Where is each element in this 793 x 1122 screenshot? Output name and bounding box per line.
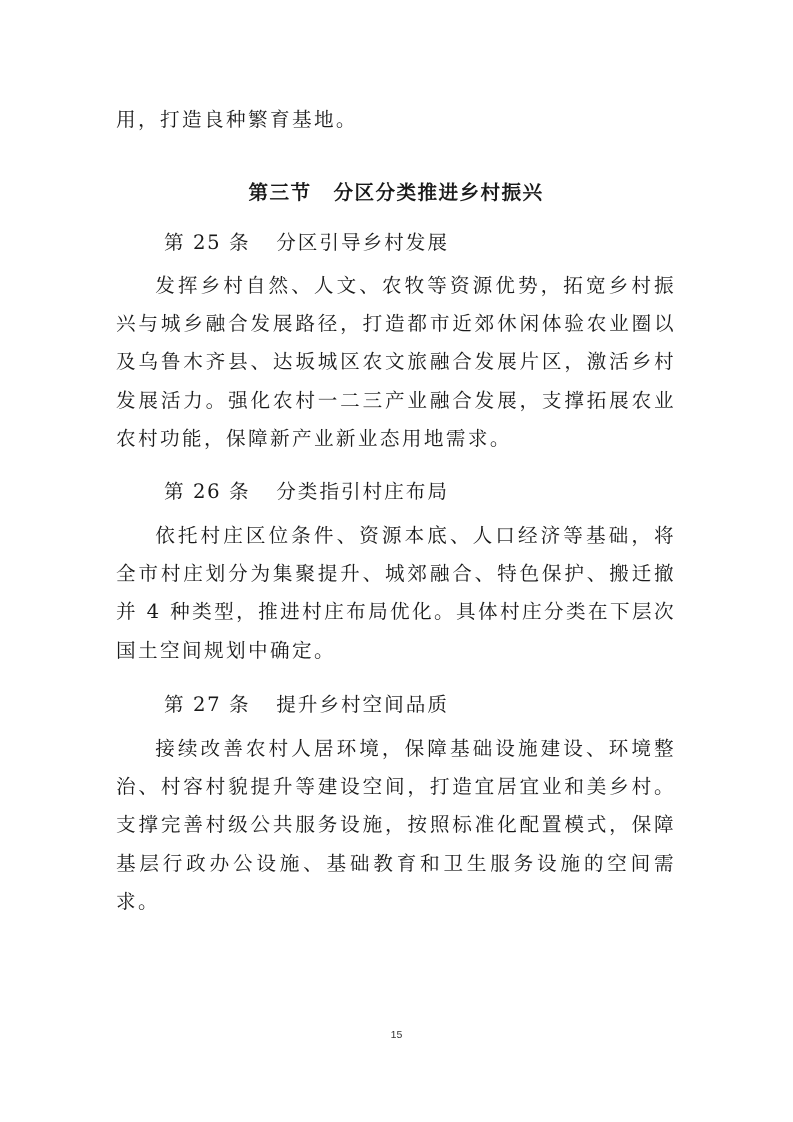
section-heading: 分区分类推进乡村振兴 [333,181,544,204]
continued-paragraph: 用，打造良种繁育基地。 [116,108,358,131]
section-number: 第三节 [248,181,312,204]
article-27-title: 提升乡村空间品质 [276,693,449,716]
article-25-heading [164,224,449,262]
article-25-body: 发挥乡村自然、人文、农牧等资源优势，拓宽乡村振兴与城乡融合发展路径，打造都市近郊休闲体验农业圈以及乌鲁木齐县、达坂城区农文旅融合发展片区，激活乡村发展活力。强化农村一二三产业融合发展，支撑拓展农业农村功能，保障新产业新业态用地需求。 [116,274,676,450]
page-number: 15 [390,1029,403,1041]
article-27-number: 第 27 条 [164,693,251,716]
article-26-title: 分类指引村庄布局 [276,480,449,503]
article-27-body: 接续改善农村人居环境，保障基础设施建设、环境整治、村容村貌提升等建设空间，打造宜居宜业和美乡村。支撑完善村级公共服务设施，按照标准化配置模式，保障基层行政办公设施、基础教育和卫生服务设施的空间需求。 [116,737,676,913]
article-27-heading [164,686,449,724]
article-25-number: 第 25 条 [164,231,251,254]
article-26-heading [164,473,449,511]
article-26-body: 依托村庄区位条件、资源本底、人口经济等基础，将全市村庄划分为集聚提升、城郊融合、特色保护、搬迁撤并 4 种类型，推进村庄布局优化。具体村庄分类在下层次国土空间规划中确定。 [116,524,676,662]
article-25-title: 分区引导乡村发展 [276,231,449,254]
section-title [116,174,676,212]
article-26-number: 第 26 条 [164,480,251,503]
